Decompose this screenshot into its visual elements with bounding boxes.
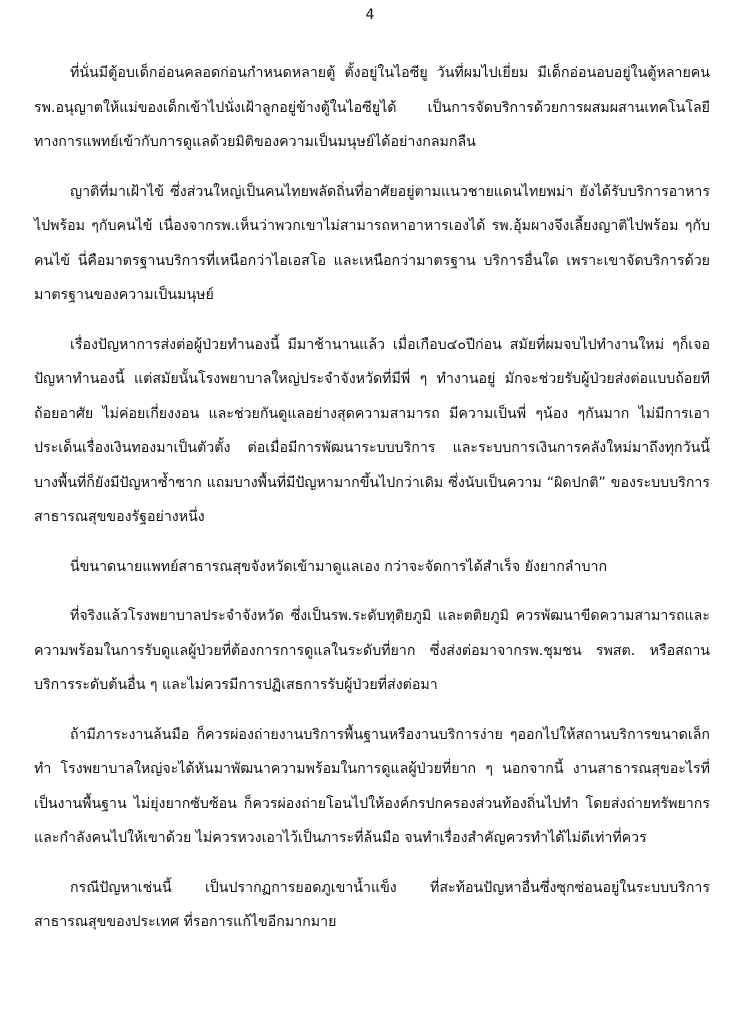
page-number: 4	[365, 7, 375, 23]
paragraph-provincial-health-officer: นี่ขนาดนายแพทย์สาธารณสุขจังหวัดเข้ามาดูแลเอง กว่าจะจัดการได้สำเร็จ ยังยากลำบาก	[70, 558, 608, 575]
paragraph-relatives-meals: ญาติที่มาเฝ้าไข้ ซึ่งส่วนใหญ่เป็นคนไทยพลัดถิ่นที่อาศัยอยู่ตามแนวชายแดนไทยพม่า ยังได้รับบริการอาหารไปพร้อม ๆกับคนไข้ เนื่องจากรพ.เห็นว่าพวกเขาไม่สามารถหาอาหารเองได้ รพ.อุ้มผางจึงเลี้ยงญาติไปพร้อม ๆกับคนไข้ นี่คือมาตรฐานบริการที่เหนือกว่าไอเอสโอ และเหนือกว่ามาตรฐาน บริการอื่นใด เพราะเขาจัดบริการด้วยมาตรฐานของความเป็นมนุษย์	[34, 183, 710, 303]
paragraph-provincial-hospital-capacity: ที่จริงแล้วโรงพยาบาลประจำจังหวัด ซึ่งเป็นรพ.ระดับทุติยภูมิ และตติยภูมิ ควรพัฒนาขีดความสามารถและความพร้อมในการรับดูแลผู้ป่วยที่ต้องการการดูแลในระดับที่ยาก ซึ่งส่งต่อมาจากรพ.ชุมชน รพสต. หรือสถานบริการระดับต้นอื่น ๆ และไม่ควรมีการปฏิเสธการรับผู้ป่วยที่ส่งต่อมา	[34, 608, 710, 693]
paragraph-workload-delegation: ถ้ามีภาระงานล้นมือ ก็ควรผ่องถ่ายงานบริการพื้นฐานหรืองานบริการง่าย ๆออกไปให้สถานบริการขนาดเล็กทำ โรงพยาบาลใหญ่จะได้หันมาพัฒนาความพร้อมในการดูแลผู้ป่วยที่ยาก ๆ นอกจากนี้ งานสาธารณสุขอะไรที่เป็นงานพื้นฐาน ไม่ยุ่งยากซับซ้อน ก็ควรผ่องถ่ายโอนไปให้องค์กรปกครองส่วนท้องถิ่นไปทำ โดยส่งถ่ายทรัพยากรและกำลังคนไปให้เขาด้วย ไม่ควรหวงเอาไว้เป็นภาระที่ล้นมือ จนทำเรื่องสำคัญควรทำได้ไม่ดีเท่าที่ควร	[34, 726, 710, 846]
paragraph-referral-problem: เรื่องปัญหาการส่งต่อผู้ป่วยทำนองนี้ มีมาช้านานแล้ว เมื่อเกือบ๔๐ปีก่อน สมัยที่ผมจบไปทำงานใหม่ ๆก็เจอปัญหาทำนองนี้ แต่สมัยนั้นโรงพยาบาลใหญ่ประจำจังหวัดที่มีพี่ ๆ ทำงานอยู่ มักจะช่วยรับผู้ป่วยส่งต่อแบบถ้อยทีถ้อยอาศัย ไม่ค่อยเกี่ยงงอน และช่วยกันดูแลอย่างสุดความสามารถ มีความเป็นพี่ ๆน้อง ๆกันมาก ไม่มีการเอาประเด็นเรื่องเงินทองมาเป็นตัวตั้ง ต่อเมื่อมีการพัฒนาระบบบริการ และระบบการเงินการคลังใหม่มาถึงทุกวันนี้ บางพื้นที่ก็ยังมีปัญหาซ้ำซาก แถมบางพื้นที่มีปัญหามากขึ้นไปกว่าเดิม ซึ่งนับเป็นความ “ผิดปกติ” ของระบบบริการสาธารณสุขของรัฐอย่างหนึ่ง	[34, 336, 710, 525]
document-body	[34, 56, 710, 955]
paragraph-icu-incubators: ที่นั่นมีตู้อบเด็กอ่อนคลอดก่อนกำหนดหลายตู้ ตั้งอยู่ในไอซียู วันที่ผมไปเยี่ยม มีเด็กอ่อนอบอยู่ในตู้หลายคน รพ.อนุญาตให้แม่ของเด็กเข้าไปนั่งเฝ้าลูกอยู่ข้างตู้ในไอซียูได้ เป็นการจัดบริการด้วยการผสมผสานเทคโนโลยีทางการแพทย์เข้ากับการดูแลด้วยมิติของความเป็นมนุษย์ได้อย่างกลมกลืน	[34, 65, 710, 150]
paragraph-iceberg-conclusion: กรณีปัญหาเช่นนี้ เป็นปรากฏการยอดภูเขาน้ำแข็ง ที่สะท้อนปัญหาอื่นซึ่งซุกซ่อนอยู่ในระบบบริการสาธารณสุขของประเทศ ที่รอการแก้ไขอีกมากมาย	[34, 879, 710, 930]
